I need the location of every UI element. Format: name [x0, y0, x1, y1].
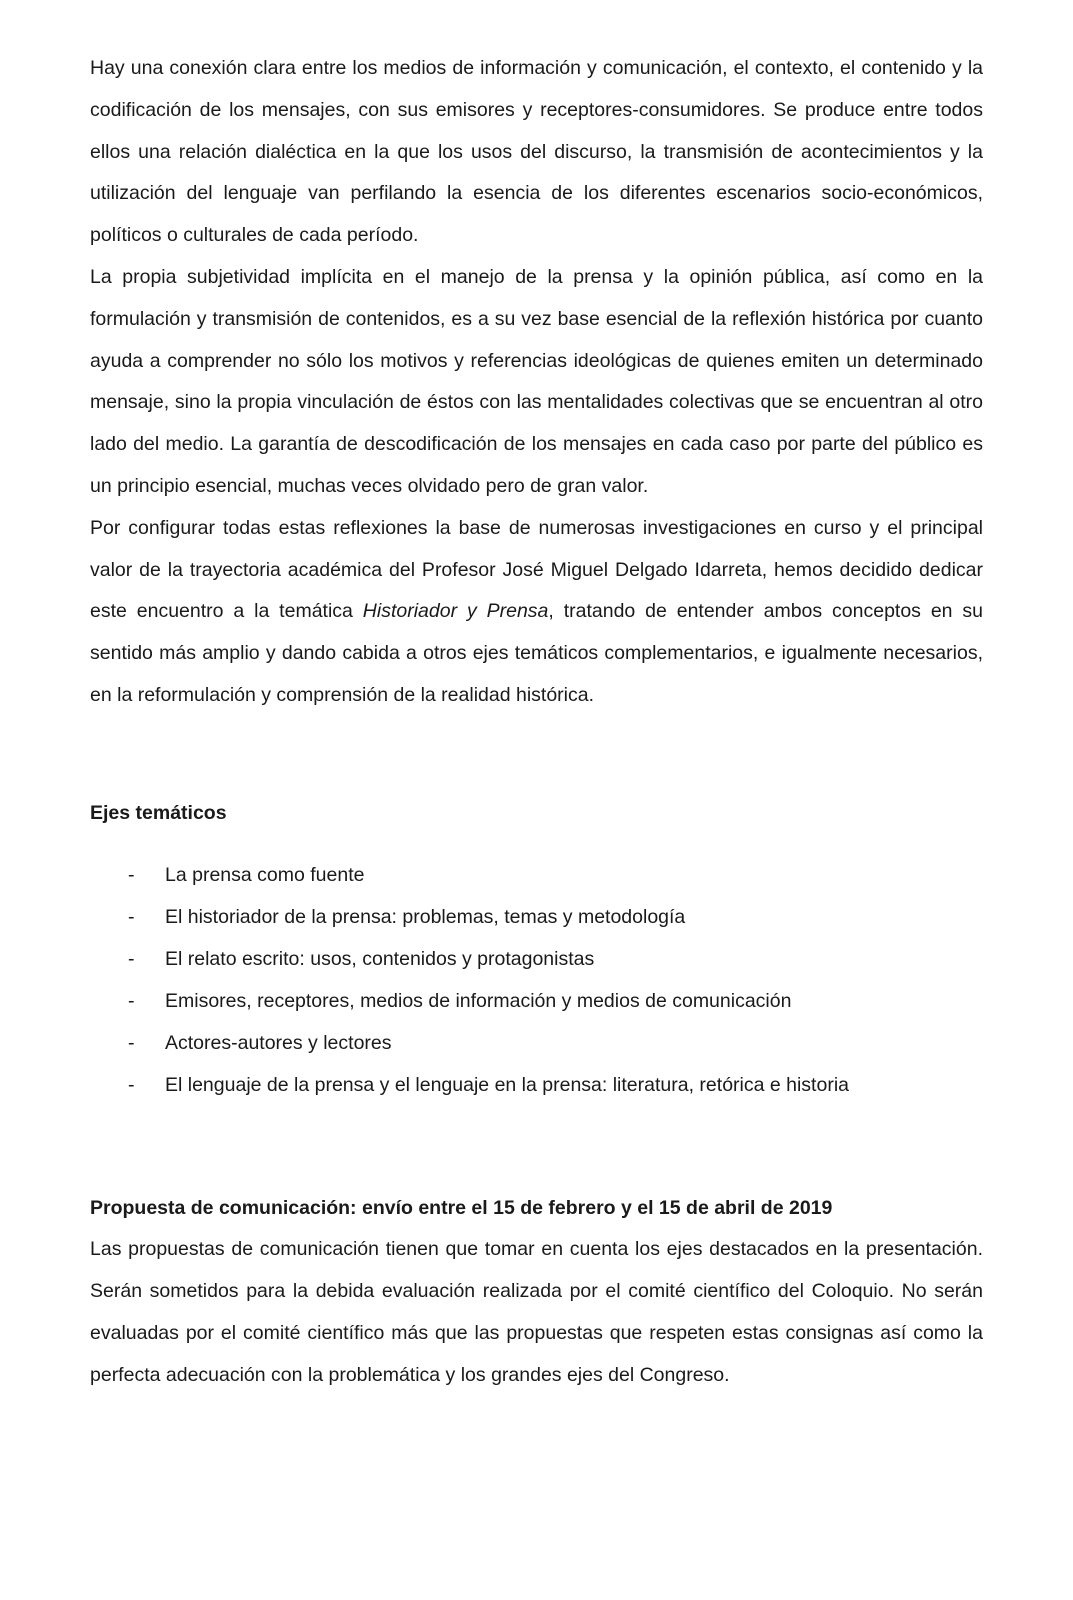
theme-paragraph-text-start: Por configurar todas estas reflexiones la base de numerosas investigaciones en curso y el principal valor de la trayectoria académica del Profesor José Miguel Delgado Idarreta, hemos decidido dedicar este encuentro a la temática [90, 516, 983, 623]
dash-bullet: - [128, 1031, 135, 1054]
dash-bullet: - [128, 947, 135, 970]
list-item [90, 896, 983, 938]
dash-bullet: - [128, 905, 135, 928]
propuesta-heading: Propuesta de comunicación: envío entre el 15 de febrero y el 15 de abril de 2019 [90, 1196, 833, 1219]
list-item [90, 854, 983, 896]
intro-paragraph: Hay una conexión clara entre los medios de información y comunicación, el contexto, el contenido y la codificación de los mensajes, con sus emisores y receptores-consumidores. Se produce entre todos ellos una relación dialéctica en la que los usos del discurso, la transmisión de acontecimientos y la utilización del lenguaje van perfilando la esencia de los diferentes escenarios socio-económicos, políticos o culturales de cada período. [90, 57, 983, 247]
list-item-text: Emisores, receptores, medios de información y medios de comunicación [165, 989, 792, 1012]
list-item-text: El relato escrito: usos, contenidos y protagonistas [165, 947, 595, 970]
list-item [90, 938, 983, 980]
section-spacer [90, 1106, 983, 1188]
dash-bullet: - [128, 989, 135, 1012]
dash-bullet: - [128, 1073, 135, 1096]
list-item-text: La prensa como fuente [165, 863, 365, 886]
list-item-text: El historiador de la prensa: problemas, temas y metodología [165, 905, 686, 928]
dash-bullet: - [128, 863, 135, 886]
list-item [90, 980, 983, 1022]
theme-paragraph [90, 508, 983, 717]
list-item [90, 1022, 983, 1064]
subjectivity-paragraph: La propia subjetividad implícita en el manejo de la prensa y la opinión pública, así como en la formulación y transmisión de contenidos, es a su vez base esencial de la reflexión histórica por cuanto ayuda a comprender no sólo los motivos y referencias ideológicas de quienes emiten un determinado mensaje, sino la propia vinculación de éstos con las mentalidades colectivas que se encuentran al otro lado del medio. La garantía de descodificación de los mensajes en cada caso por parte del público es un principio esencial, muchas veces olvidado pero de gran valor. [90, 265, 983, 497]
ejes-list [90, 854, 983, 1106]
section-spacer [90, 717, 983, 793]
list-item-text: El lenguaje de la prensa y el lenguaje en la prensa: literatura, retórica e historia [165, 1073, 849, 1096]
theme-title-italic: Historiador y Prensa [362, 600, 549, 623]
document-page [90, 48, 983, 1397]
list-item-text: Actores-autores y lectores [165, 1031, 392, 1054]
ejes-heading: Ejes temáticos [90, 801, 227, 824]
propuesta-paragraph: Las propuestas de comunicación tienen que tomar en cuenta los ejes destacados en la presentación. Serán sometidos para la debida evaluación realizada por el comité científico del Coloquio. No serán evaluadas por el comité científico más que las propuestas que respeten estas consignas así como la perfecta adecuación con la problemática y los grandes ejes del Congreso. [90, 1238, 983, 1386]
list-item [90, 1064, 983, 1106]
heading-spacer [90, 835, 983, 854]
theme-paragraph-text-end: , tratando de entender ambos conceptos en su sentido más amplio y dando cabida a otros ejes temáticos complementarios, e igualmente necesarios, en la reformulación y comprensión de la realidad histórica. [90, 600, 983, 706]
